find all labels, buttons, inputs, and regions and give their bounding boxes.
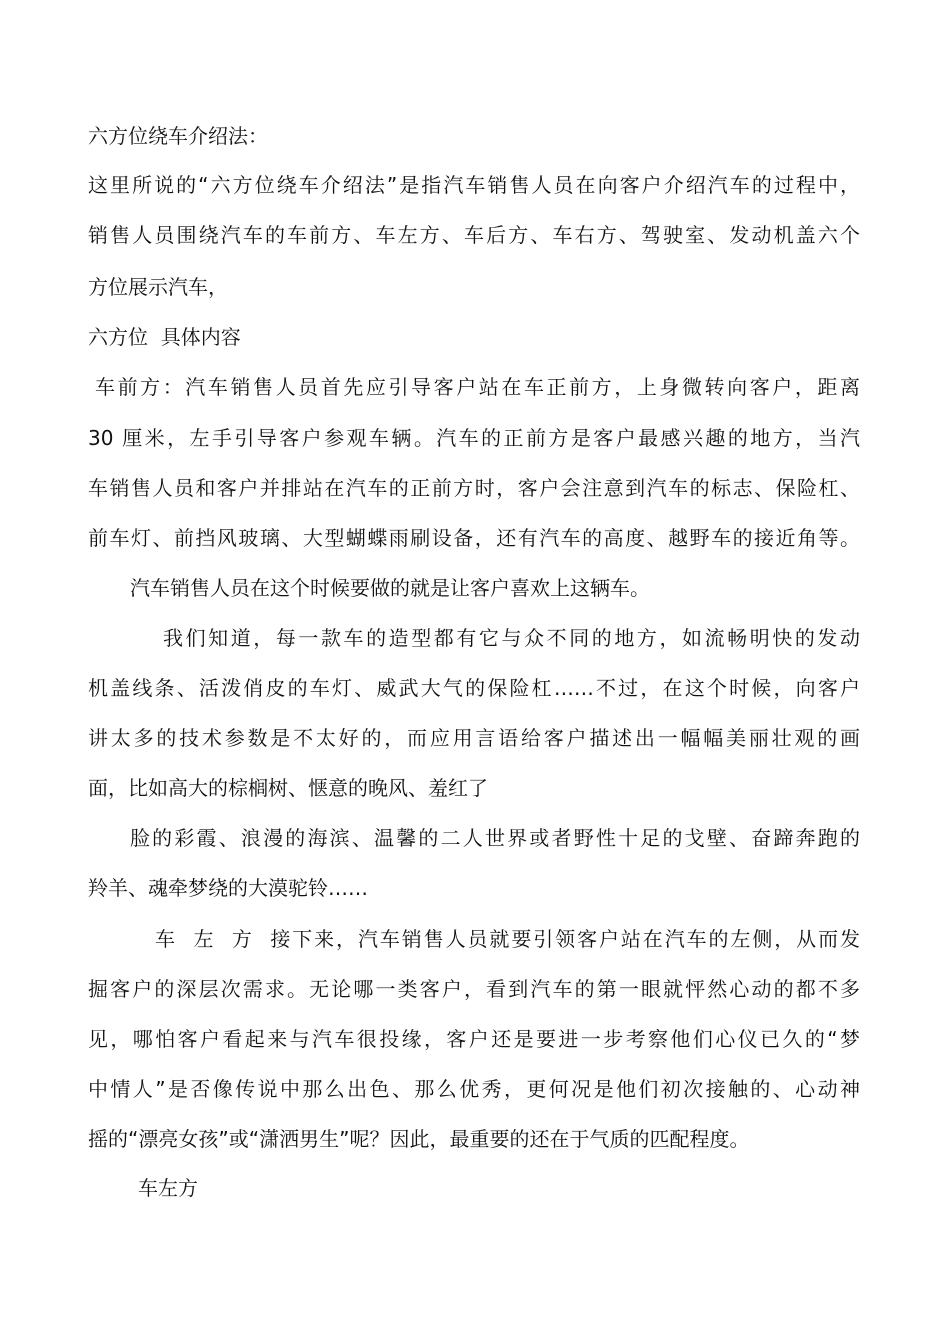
left-side-label: 车左方: [138, 1176, 198, 1200]
styling-line: 我们知道，每一款车的造型都有它与众不同的地方，如流畅明快的发动: [163, 626, 860, 650]
left-side-line: 车 左 方 接下来，汽车销售人员就要引领客户站在汽车的左侧，从而发: [155, 927, 860, 951]
front-line: 前车灯、前挡风玻璃、大型蝴蝶雨刷设备，还有汽车的高度、越野车的接近角等。: [88, 526, 860, 550]
front-goal: 汽车销售人员在这个时候要做的就是让客户喜欢上这辆车。: [130, 576, 650, 600]
front-line: 30 厘米，左手引导客户参观车辆。汽车的正前方是客户最感兴趣的地方，当汽: [88, 426, 860, 450]
intro-line: 销售人员围绕汽车的车前方、车左方、车后方、车右方、驾驶室、发动机盖六个: [88, 223, 860, 247]
front-line: 车前方：汽车销售人员首先应引导客户站在车正前方，上身微转向客户，距离: [95, 375, 860, 399]
imagery-line: 羚羊、魂牵梦绕的大漠驼铃……: [88, 876, 368, 900]
left-side-line: 见，哪怕客户看起来与汽车很投缘，客户还是要进一步考察他们心仪已久的“梦: [88, 1027, 860, 1051]
table-header: 六方位 具体内容: [88, 325, 241, 349]
styling-line: 讲太多的技术参数是不太好的，而应用言语给客户描述出一幅幅美丽壮观的画: [88, 726, 860, 750]
left-side-line: 摇的“漂亮女孩”或“潇洒男生”呢？因此，最重要的还在于气质的匹配程度。: [88, 1127, 750, 1151]
styling-line: 机盖线条、活泼俏皮的车灯、威武大气的保险杠……不过，在这个时候，向客户: [88, 676, 860, 700]
intro-line: 这里所说的“六方位绕车介绍法”是指汽车销售人员在向客户介绍汽车的过程中，: [88, 173, 860, 197]
imagery-line: 脸的彩霞、浪漫的海滨、温馨的二人世界或者野性十足的戈壁、奋蹄奔跑的: [130, 826, 860, 850]
left-side-line: 掘客户的深层次需求。无论哪一类客户，看到汽车的第一眼就怦然心动的都不多: [88, 977, 860, 1001]
styling-line: 面，比如高大的棕榈树、惬意的晚风、羞红了: [88, 776, 488, 800]
front-line: 车销售人员和客户并排站在汽车的正前方时，客户会注意到汽车的标志、保险杠、: [88, 476, 860, 500]
intro-line: 方位展示汽车，: [88, 275, 228, 299]
left-side-line: 中情人”是否像传说中那么出色、那么优秀，更何况是他们初次接触的、心动神: [88, 1077, 860, 1101]
section-heading: 六方位绕车介绍法：: [88, 124, 268, 148]
